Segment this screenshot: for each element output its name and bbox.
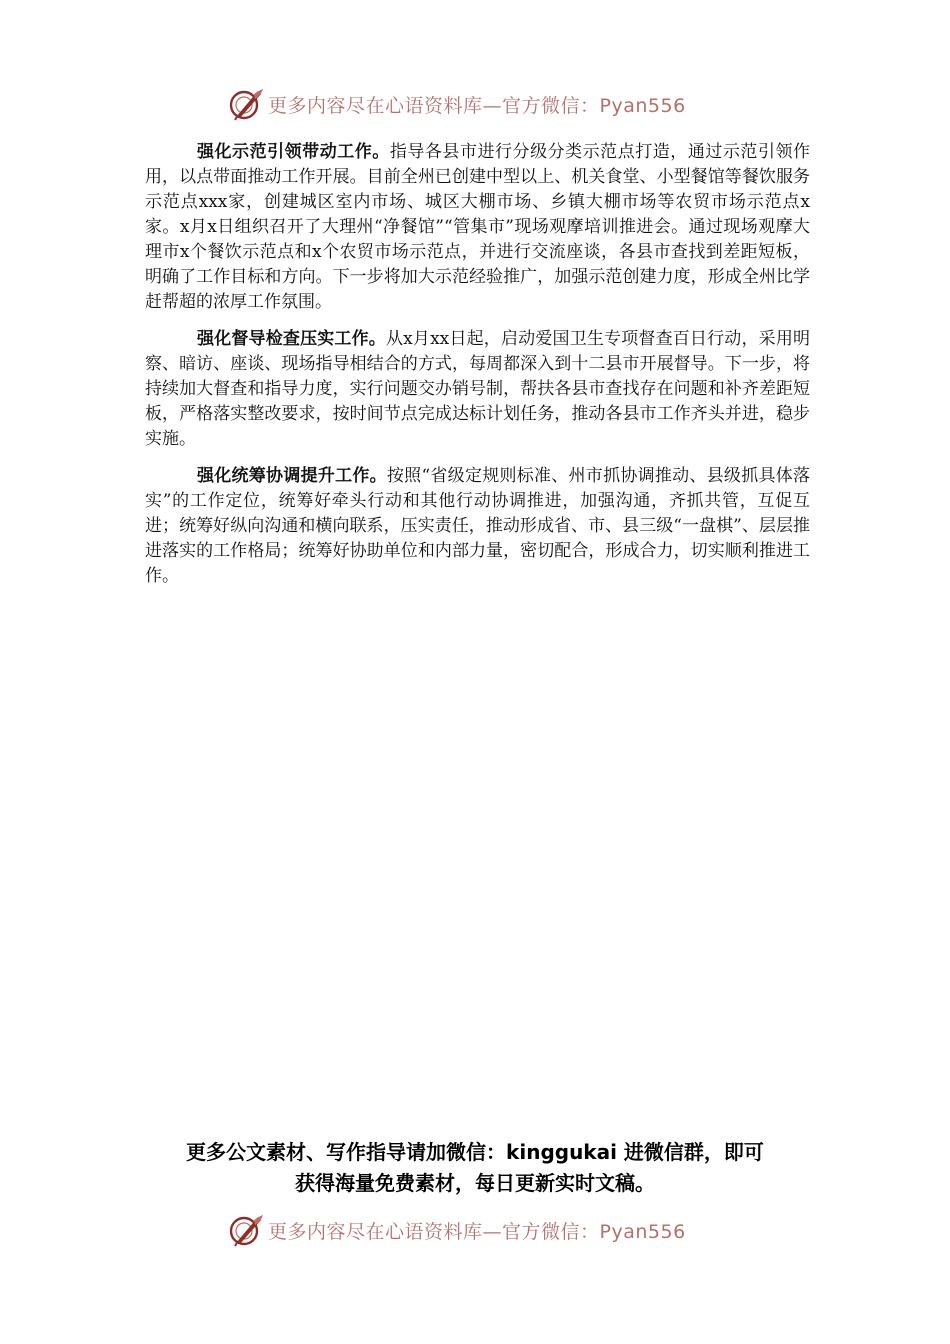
- paragraph-supervision: [145, 327, 810, 452]
- footer-note-line-1: 更多公文素材、写作指导请加微信：kinggukai 进微信群，即可: [186, 1140, 764, 1164]
- footer-wechat-id: Pyan556: [599, 1220, 686, 1243]
- paragraph-heading: 强化督导检查压实工作。: [197, 329, 386, 349]
- paragraph-heading: 强化示范引领带动工作。: [197, 142, 390, 162]
- paragraph-demonstration: [145, 140, 810, 315]
- paragraph-heading: 强化统筹协调提升工作。: [197, 466, 387, 486]
- document-body: [145, 140, 810, 601]
- header-watermark-text: 更多内容尽在心语资料库—官方微信：Pyan556: [268, 94, 686, 117]
- paragraph-text: 从x月xx日起，启动爱国卫生专项督查百日行动，采用明察、暗访、座谈、现场指导相结合的方式，每周都深入到十二县市开展督导。下一步，将持续加大督查和指导力度，实行问题交办销号制，帮扶各县市查找存在问题和补齐差距短板，严格落实整改要求，按时间节点完成达标计划任务，推动各县市工作齐头并进，稳步实施。: [145, 329, 811, 449]
- footer-note-line-2: 获得海量免费素材，每日更新实时文稿。: [295, 1171, 655, 1195]
- footer-watermark-text: 更多内容尽在心语资料库—官方微信：Pyan556: [268, 1220, 686, 1243]
- quill-pen-logo-icon: [228, 1212, 264, 1248]
- quill-pen-logo-icon: [228, 86, 264, 122]
- header-watermark: [228, 84, 728, 124]
- paragraph-text: 指导各县市进行分级分类示范点打造，通过示范引领作用，以点带面推动工作开展。目前全州已创建中型以上、机关食堂、小型餐馆等餐饮服务示范点xxx家，创建城区室内市场、城区大棚市场、乡镇大棚市场等农贸市场示范点x家。x月x日组织召开了大理州“净餐馆”“管集市”现场观摩培训推进会。通过现场观摩大理市x个餐饮示范点和x个农贸市场示范点，并进行交流座谈，各县市查找到差距短板，明确了工作目标和方向。下一步将加大示范经验推广，加强示范创建力度，形成全州比学赶帮超的浓厚工作氛围。: [145, 142, 811, 312]
- header-wechat-id: Pyan556: [599, 94, 686, 117]
- paragraph-text: 按照“省级定规则标准、州市抓协调推动、县级抓具体落实”的工作定位，统筹好牵头行动和其他行动协调推进，加强沟通，齐抓共管，互促互进；统筹好纵向沟通和横向联系，压实责任，推动形成省、市、县三级“一盘棋”、层层推进落实的工作格局；统筹好协助单位和内部力量，密切配合，形成合力，切实顺利推进工作。: [145, 466, 810, 586]
- paragraph-coordination: [145, 464, 810, 589]
- footer-watermark: [228, 1210, 728, 1250]
- footer-promo-note: [120, 1137, 830, 1199]
